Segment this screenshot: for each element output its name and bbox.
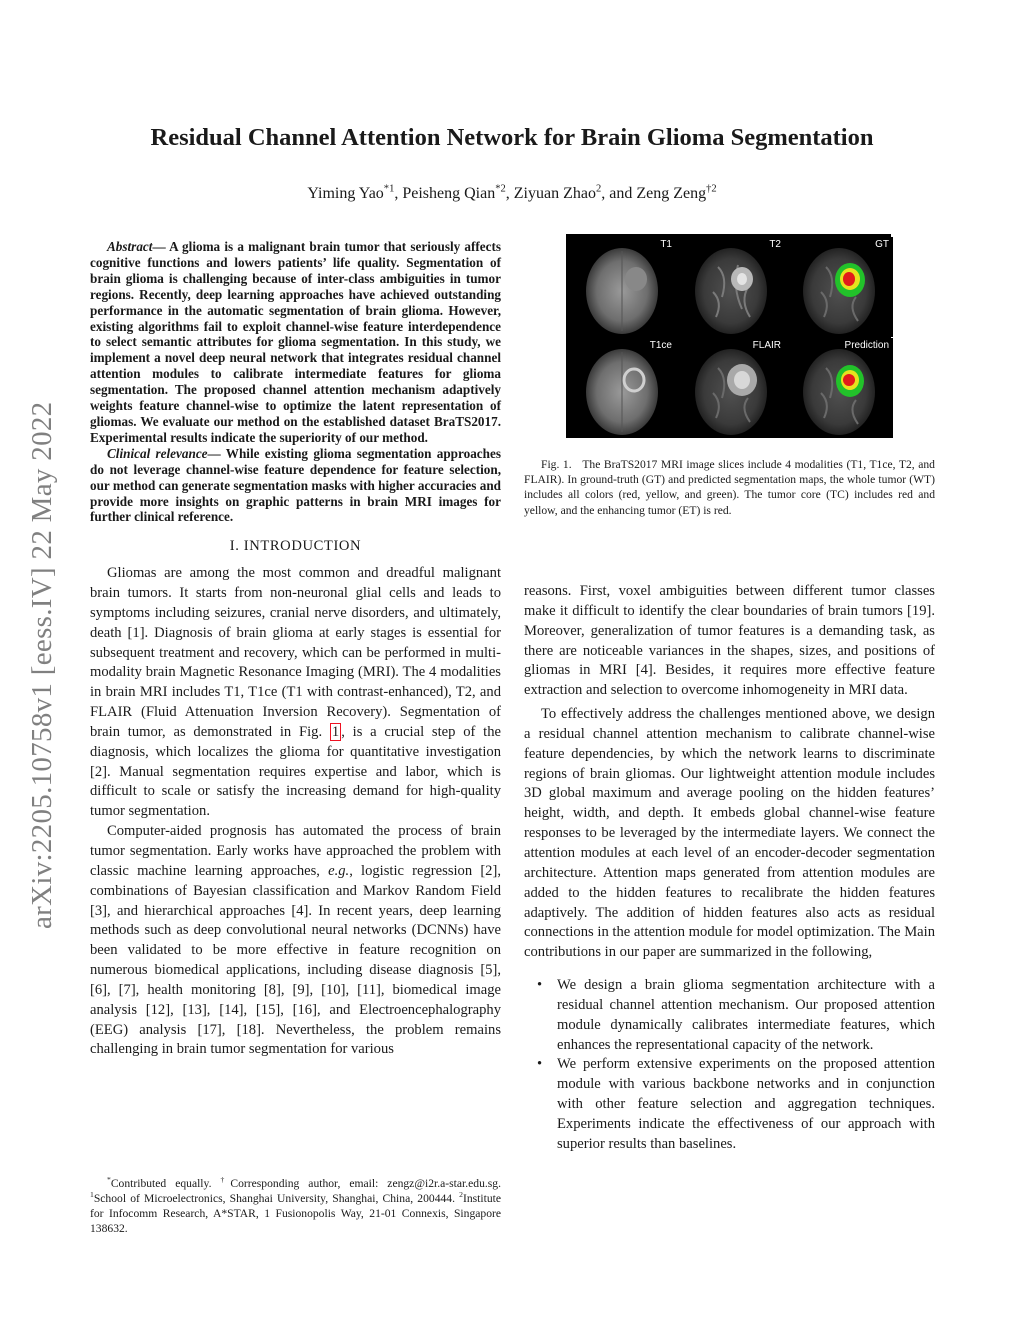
footnote-mark: 2 [459, 1190, 463, 1200]
panel-label: GT [875, 239, 889, 250]
affiliation-mark: *1 [383, 183, 395, 195]
affiliation-mark: *2 [495, 183, 506, 195]
list-item-text: We perform extensive experiments on the proposed attention module with various backbone networks and in conjunction with other feature selection and aggregation techniques. Experiments indicate the effectiveness of our approach with superior results than baselines. [557, 1056, 935, 1152]
intro-paragraph [90, 822, 501, 1060]
mri-figure [566, 234, 891, 438]
author-name: , and Zeng Zeng [601, 185, 707, 202]
footnote-mark: † [220, 1175, 231, 1185]
affiliation-mark: †2 [706, 183, 717, 195]
panel-label: T1ce [649, 340, 672, 351]
section-heading: I. INTRODUCTION [229, 538, 362, 555]
abstract [90, 239, 501, 446]
author-name: , Ziyuan Zhao [505, 185, 596, 202]
list-item-text: We design a brain glioma segmentation architecture with a residual channel attention mechanism. Our proposed attention module dynamically calibrates intermediate features, which enhances the representational capacity of the network. [557, 977, 935, 1053]
author-name: Yiming Yao [307, 185, 384, 202]
footnote-mark: 1 [90, 1190, 94, 1200]
footnote-text: Corresponding author, email: zengz@i2r.a-star.edu.sg. [230, 1177, 501, 1190]
footnote [90, 1176, 501, 1236]
clinical-relevance [90, 446, 501, 526]
list-item [524, 976, 935, 1055]
mri-panel [678, 338, 785, 438]
bullet: • [537, 977, 543, 994]
mri-panel [569, 237, 676, 337]
paragraph-text: , logistic regression [2], combinations of Bayesian classification and Markov Random Field [3], and hierarchical approaches [4]. In recent years, deep learning methods such as deep convolutional neural networks (DCNNs) have been validated to be more effective in feature recognition on numerous biomedical applications, including disease diagnosis [5], [6], [7], health monitoring [8], [9], [10], [11], biomedical image analysis [12], [13], [14], [15], [16], and Electroencephalography (EEG) analysis [17], [18]. Nevertheless, the problem remains challenging in brain tumor segmentation for various [90, 862, 501, 1058]
bullet: • [537, 1056, 543, 1073]
body-paragraph: To effectively address the challenges mentioned above, we design a residual channel attention mechanism to calibrate channel-wise feature dependencies, by which the network learns to discriminate regions of brain gliomas. Our lightweight attention module includes 3D global maximum and average pooling on the hidden features’ height, width, and depth. It embeds global channel-wise feature responses to be leveraged by the intermediate layers. We connect the attention modules at each level of an encoder-decoder segmentation architecture. Attention maps generated from attention modules are added to the hidden features to recalibrate the hidden features adaptively. The addition of hidden features also acts as residual connections in the attention module for model optimization. The Main contributions in our paper are summarized in the following, [524, 706, 935, 961]
panel-label: Prediction [844, 340, 889, 351]
author-name: , Peisheng Qian [394, 185, 496, 202]
footnote-text: Institute for Infocomm Research, A*STAR, 1 Fusionopolis Way, 21-01 Connexis, Singapore 138632. [90, 1192, 501, 1236]
left-column [90, 239, 501, 1060]
clinical-relevance-text: — While existing glioma segmentation approaches do not leverage channel-wise feature dependence for feature selection, our method can generate segmentation masks with higher accuracies and provide more insights on graphic patterns in brain MRI images for further clinical reference. [90, 445, 501, 525]
footnote-text: School of Microelectronics, Shanghai University, Shanghai, China, 200444. [93, 1192, 460, 1206]
caption-label: Fig. 1. [541, 458, 572, 471]
mri-panel [786, 237, 893, 337]
figure-caption [524, 457, 935, 518]
footnote-mark: * [107, 1175, 111, 1185]
mri-panel [786, 338, 893, 438]
panel-label: T1 [660, 239, 672, 250]
intro-paragraph [90, 564, 501, 822]
paragraph-text: Gliomas are among the most common and dreadful malignant brain tumors. It starts from non-neuronal glial cells and leads to symptoms including seizures, cranial nerve disorders, and ultimately, death [1]. Diagnosis of brain glioma at early stages is essential for subsequent treatment and recovery, which can be performed in multi-modality brain Magnetic Resonance Imaging (MRI). The 4 modalities in brain MRI includes T1, T1ce (T1 with contrast-enhanced), T2, and FLAIR (Fluid Attenuation Inversion Recovery). Segmentation of brain tumor, as demonstrated in Fig. [90, 565, 501, 740]
mri-panel [678, 237, 785, 337]
panel-label: FLAIR [752, 340, 781, 351]
emphasis-text: e.g. [328, 862, 350, 879]
abstract-label: Abstract [107, 239, 153, 254]
caption-text: The BraTS2017 MRI image slices include 4 modalities (T1, T1ce, T2, and FLAIR). In ground-truth (GT) and predicted segmentation maps, the whole tumor (WT) includes all colors (red, yellow, and green). The tumor core (TC) includes red and yellow, and the enhancing tumor (ET) is red. [524, 458, 935, 517]
paragraph-text: , is a crucial step of the diagnosis, which localizes the glioma for quantitative investigation [2]. Manual segmentation requires expertise and labor, which is difficult to scale or satisfy the increasing demand for high-quality tumor segmentation. [90, 723, 501, 820]
clinical-relevance-label: Clinical relevance [107, 445, 208, 461]
body-paragraph: reasons. First, voxel ambiguities between different tumor classes make it difficult to identify the clear boundaries of brain tumors [19]. Moreover, generalization of tumor features is a demanding task, as there are noticeable variances in the shapes, sizes, and positions of gliomas in MRI [4]. Besides, it requires more effective feature extraction and selection to overcome inhomogeneity in MRI data. [524, 583, 935, 699]
mri-panel [569, 338, 676, 438]
right-column [524, 582, 935, 1155]
paragraph-text: Computer-aided prognosis has automated the process of brain tumor segmentation. Early works have approached the problem with classic machine learning approaches, [90, 823, 501, 879]
arxiv-identifier: arXiv:2205.10758v1 [eess.IV] 22 May 2022 [26, 401, 58, 929]
affiliation-mark: 2 [595, 183, 602, 195]
paper-title: Residual Channel Attention Network for Brain Glioma Segmentation [150, 124, 874, 151]
list-item [524, 1055, 935, 1154]
figure-link[interactable]: 1 [331, 723, 340, 740]
author-list [0, 185, 1024, 203]
contribution-list [524, 976, 935, 1155]
abstract-text: — A glioma is a malignant brain tumor that seriously affects cognitive functions and lowers patients’ life quality. Segmentation of brain glioma is challenging because of inter-class ambiguities in tumor regions. Recently, deep learning approaches have achieved outstanding performance in the automatic segmentation of brain glioma. However, existing algorithms fail to exploit channel-wise feature interdependence to select semantic attributes for glioma segmentation. In this study, we implement a novel deep neural network that integrates residual channel attention modules to calibrate intermediate features for glioma segmentation. The proposed channel attention mechanism adaptively weights feature channel-wise to optimize the latent representation of gliomas. We evaluate our method on the established dataset BraTS2017. Experimental results indicate the superiority of our method. [90, 239, 501, 445]
panel-label: T2 [769, 239, 781, 250]
footnote-text: Contributed equally. [110, 1177, 221, 1190]
